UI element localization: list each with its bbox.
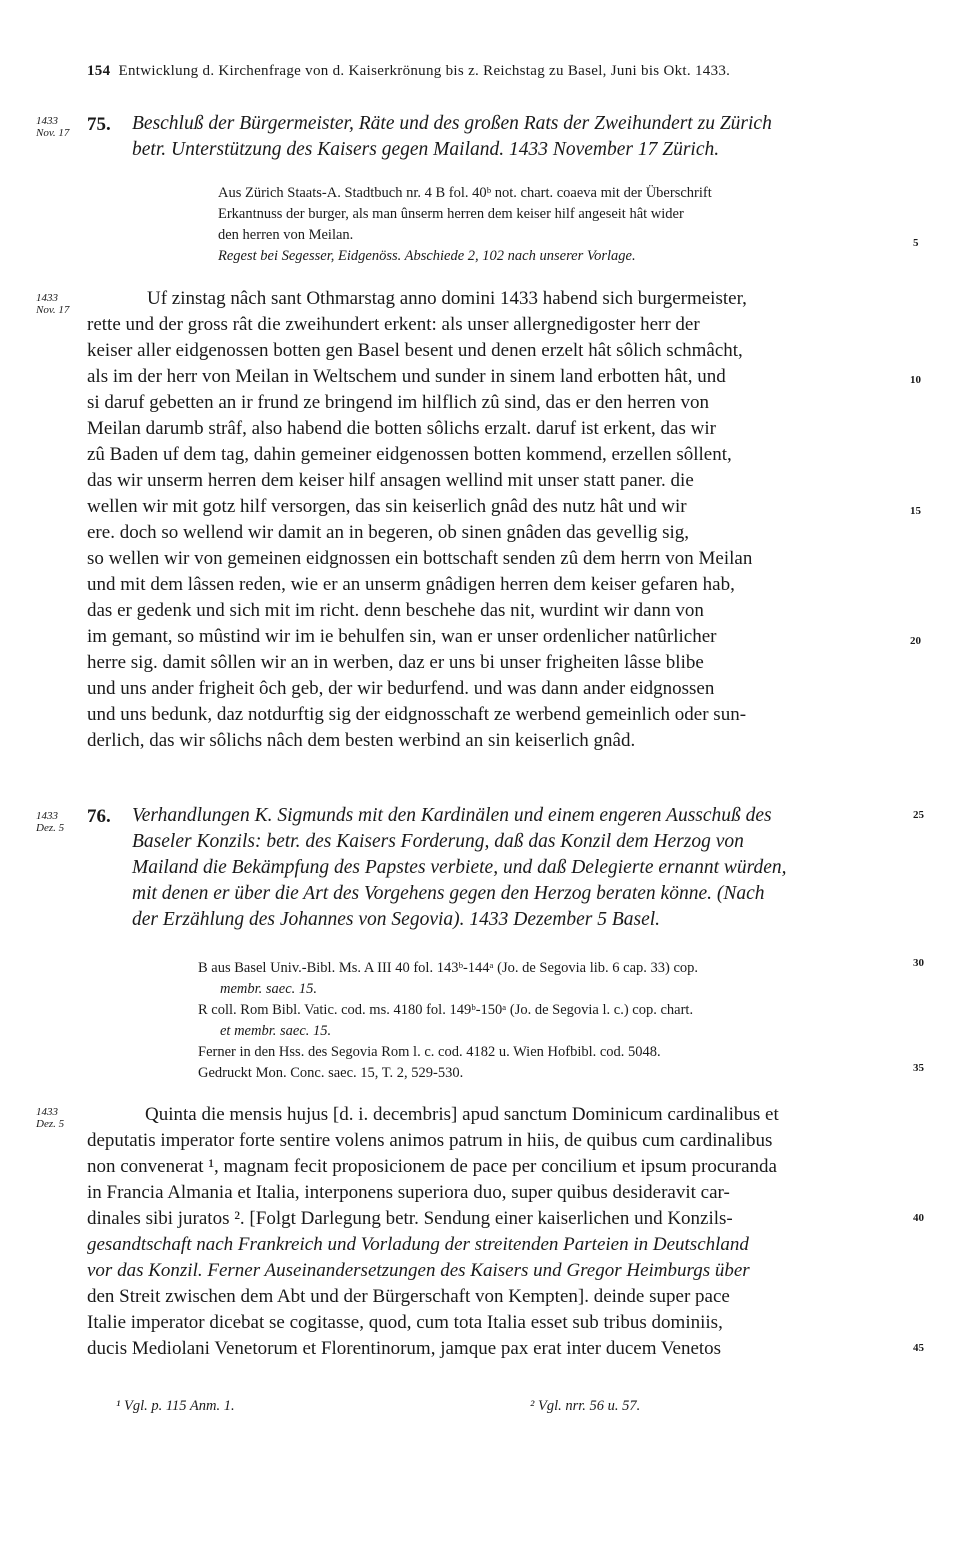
source-line: den herren von Meilan. — [218, 227, 354, 243]
text-line: rette und der gross rât die zweihundert erkent: als unser allergnedigoster herr der — [87, 314, 700, 335]
line-number: 5 — [913, 237, 919, 249]
text-line: Meilan darumb strâf, also habend die botten sôlichs erzalt. daruf ist erkent, das wir — [87, 418, 716, 439]
doc75-text — [87, 286, 907, 754]
text-line: Uf zinstag nâch sant Othmarstag anno domini 1433 habend sich burgermeister, — [147, 288, 747, 309]
text-line: und mit dem lâssen reden, wie er an unserm gnâdigen herren dem keiser gefaren hab, — [87, 574, 735, 595]
title-line: mit denen er über die Art des Vorgehens gegen den Herzog beraten könne. (Nach — [132, 883, 765, 904]
doc76-text — [87, 1102, 907, 1362]
line-number: 40 — [913, 1212, 924, 1224]
text-line: Italie imperator dicebat se cogitasse, quod, cum tota Italia esset sub tribus dominiis, — [87, 1312, 723, 1333]
footnote-1: ¹ Vgl. p. 115 Anm. 1. — [116, 1398, 235, 1414]
doc75-source — [218, 183, 712, 267]
line-number: 10 — [910, 374, 921, 386]
doc76-number: 76. — [87, 806, 111, 827]
doc76-text-margin-date — [36, 1106, 64, 1130]
margin-day: Dez. 5 — [36, 1118, 65, 1130]
text-line: Quinta die mensis hujus [d. i. decembris] apud sanctum Dominicum cardinalibus et — [145, 1104, 779, 1125]
text-line: zû Baden uf dem tag, dahin gemeiner eidgenossen botten kommend, erzellen sôllent, — [87, 444, 732, 465]
margin-day: Dez. 5 — [36, 822, 65, 834]
text-line: so wellen wir von gemeinen eidgnossen ein bottschaft senden zû dem herrn von Meilan — [87, 548, 753, 569]
source-line: Regest bei Segesser, Eidgenöss. Abschiede 2, 102 nach unserer Vorlage. — [218, 248, 636, 264]
source-line: Erkantnuss der burger, als man ûnserm herren dem keiser hilf angeseit hât wider — [218, 206, 684, 222]
text-line: derlich, das wir sôlichs nâch dem besten werbind an sin keiserlich gnâd. — [87, 730, 636, 751]
text-line: als im der herr von Meilan in Weltschem und sunder in sinem land erbotten hât, und — [87, 366, 726, 387]
text-line: ducis Mediolani Venetorum et Florentinorum, jamque pax erat inter ducem Venetos — [87, 1338, 722, 1359]
running-header — [87, 63, 730, 80]
source-line: et membr. saec. 15. — [220, 1023, 332, 1039]
text-line: wellen wir mit gotz hilf versorgen, das sin keiserlich gnâd des nutz hât und wir — [87, 496, 687, 517]
margin-year: 1433 — [36, 810, 58, 822]
source-line: B aus Basel Univ.-Bibl. Ms. A III 40 fol. 143ᵇ-144ᵃ (Jo. de Segovia lib. 6 cap. 33) cop. — [198, 960, 699, 976]
doc75-text-margin-date — [36, 292, 69, 316]
line-number: 30 — [913, 957, 924, 969]
text-line: gesandtschaft nach Frankreich und Vorladung der streitenden Parteien in Deutschland — [87, 1234, 749, 1255]
line-number: 25 — [913, 809, 924, 821]
text-line: den Streit zwischen dem Abt und der Bürgerschaft von Kempten]. deinde super pace — [87, 1286, 730, 1307]
margin-day: Nov. 17 — [36, 304, 70, 316]
text-line: vor das Konzil. Ferner Auseinandersetzungen des Kaisers und Gregor Heimburgs über — [87, 1260, 750, 1281]
text-line: in Francia Almania et Italia, interponens superiora duo, super quibus desideravit car- — [87, 1182, 730, 1203]
line-number: 35 — [913, 1062, 924, 1074]
margin-day: Nov. 17 — [36, 127, 70, 139]
text-line: das wir unserm herren dem keiser hilf ansagen wellind mit unser statt paner. die — [87, 470, 694, 491]
doc76-source — [198, 958, 698, 1084]
text-line: ere. doch so wellend wir damit an in begeren, ob sinen gnâden das gevellig sig, — [87, 522, 690, 543]
line-number: 15 — [910, 505, 921, 517]
page-number: 154 — [87, 63, 111, 79]
source-line: Aus Zürich Staats-A. Stadtbuch nr. 4 B fol. 40ᵇ not. chart. coaeva mit der Überschrift — [218, 185, 712, 201]
margin-year: 1433 — [36, 292, 58, 304]
text-line: non convenerat ¹, magnam fecit proposicionem de pace per concilium et ipsum procuranda — [87, 1156, 777, 1177]
source-line: Ferner in den Hss. des Segovia Rom l. c. cod. 4182 u. Wien Hofbibl. cod. 5048. — [198, 1044, 661, 1060]
title-line: Verhandlungen K. Sigmunds mit den Kardinälen und einem engeren Ausschuß des — [132, 805, 772, 826]
text-line: herre sig. damit sôllen wir an in werben, daz er uns bi unser frigheiten lâsse blibe — [87, 652, 704, 673]
margin-year: 1433 — [36, 115, 58, 127]
title-line: Beschluß der Bürgermeister, Räte und des großen Rats der Zweihundert zu Zürich — [132, 113, 772, 134]
text-line: keiser aller eidgenossen botten gen Basel besent und denen erzelt hât sôlich schmâcht, — [87, 340, 743, 361]
footnote-2: ² Vgl. nrr. 56 u. 57. — [530, 1398, 641, 1414]
margin-year: 1433 — [36, 1106, 58, 1118]
line-number: 45 — [913, 1342, 924, 1354]
text-line: deputatis imperator forte sentire volens animos patrum in hiis, de quibus cum cardinalibus — [87, 1130, 773, 1151]
title-line: betr. Unterstützung des Kaisers gegen Mailand. 1433 November 17 Zürich. — [132, 139, 720, 160]
doc76-margin-date — [36, 810, 64, 834]
text-line: im gemant, so mûstind wir im ie behulfen sin, wan er unser ordenlicher natûrlicher — [87, 626, 717, 647]
doc75-number: 75. — [87, 114, 111, 135]
text-line: das er gedenk und sich mit im richt. denn beschehe das nit, wurdint wir dann von — [87, 600, 704, 621]
title-line: Baseler Konzils: betr. des Kaisers Forderung, daß das Konzil dem Herzog von — [132, 831, 744, 852]
text-line: si daruf gebetten an ir frund ze bringend im hilflich zû sind, das er den herren von — [87, 392, 710, 413]
doc76-title — [132, 803, 787, 933]
running-title: Entwicklung d. Kirchenfrage von d. Kaiserkrönung bis z. Reichstag zu Basel, Juni bis Okt. 1433. — [118, 63, 731, 79]
source-line: membr. saec. 15. — [220, 981, 318, 997]
doc75-margin-date — [36, 115, 69, 139]
doc75-title — [132, 111, 772, 163]
text-line: und uns ander frigheit ôch geb, der wir bedurfend. und was dann ander eidgnossen — [87, 678, 715, 699]
text-line: dinales sibi juratos ². [Folgt Darlegung betr. Sendung einer kaiserlichen und Konzils- — [87, 1208, 733, 1229]
title-line: der Erzählung des Johannes von Segovia). 1433 Dezember 5 Basel. — [132, 909, 661, 930]
line-number: 20 — [910, 635, 921, 647]
source-line: Gedruckt Mon. Conc. saec. 15, T. 2, 529-530. — [198, 1065, 464, 1081]
text-line: und uns bedunk, daz notdurftig sig der eidgnosschaft ze werbend gemeinlich oder sun- — [87, 704, 747, 725]
title-line: Mailand die Bekämpfung des Papstes verbiete, und daß Delegierte ernannt würden, — [132, 857, 787, 878]
source-line: R coll. Rom Bibl. Vatic. cod. ms. 4180 fol. 149ᵇ-150ᵃ (Jo. de Segovia l. c.) cop. chart. — [198, 1002, 694, 1018]
